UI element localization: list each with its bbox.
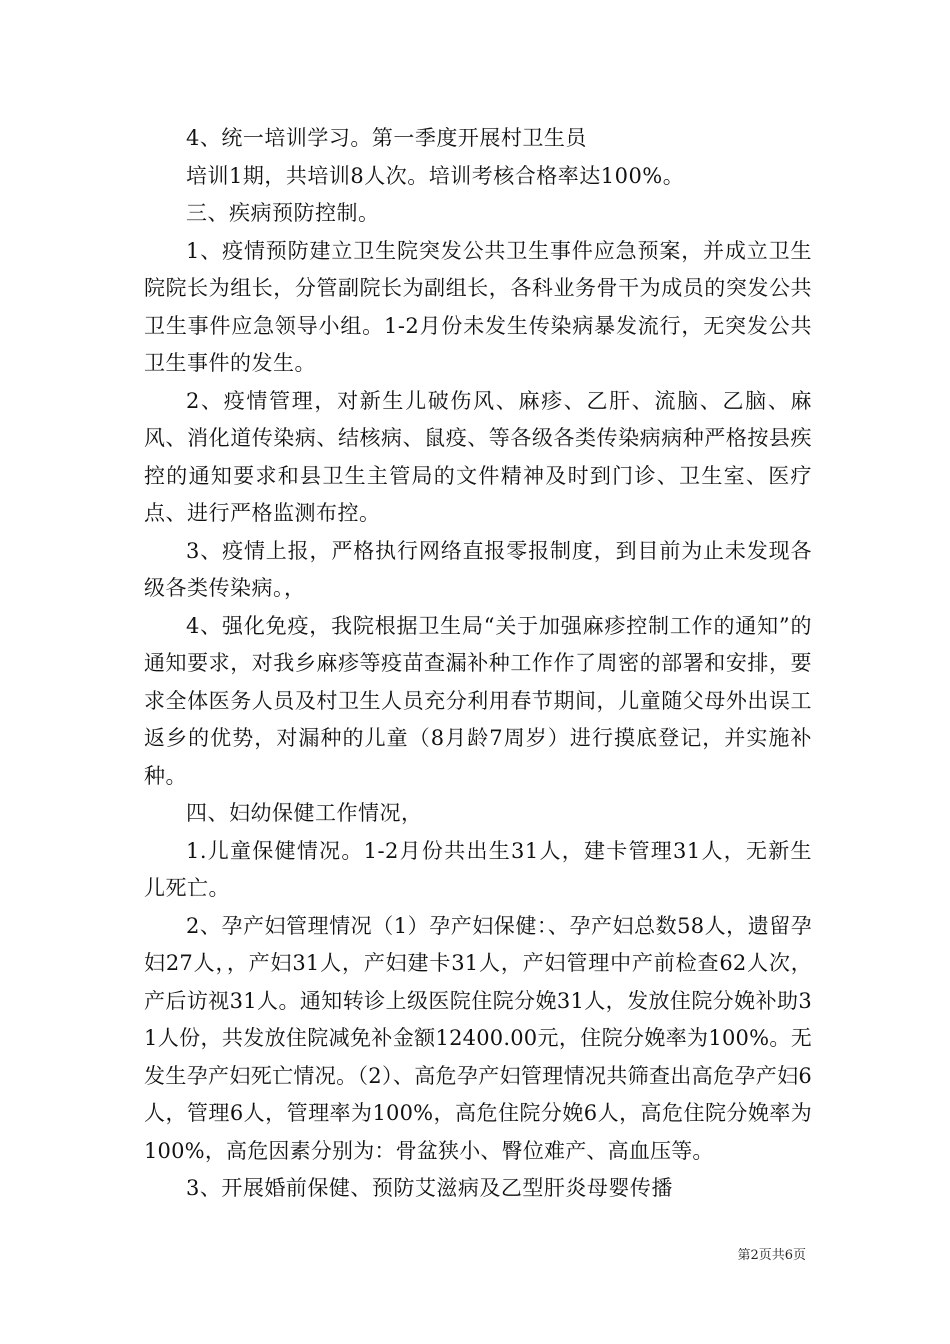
paragraph-epidemic-reporting: 3、疫情上报，严格执行网络直报零报制度，到目前为止未发现各级各类传染病。， (144, 538, 812, 600)
paragraph-epidemic-prevention: 1、疫情预防建立卫生院突发公共卫生事件应急预案，并成立卫生院院长为组长，分管副院长为副组长，各科业务骨干为成员的突发公共卫生事件应急领导小组。1-2月份未发生传染病暴发流行，无突发公共卫生事件的发生。 (144, 238, 812, 375)
section-heading-maternal-child-health: 四、妇幼保健工作情况， (186, 801, 423, 825)
paragraph-maternal-management: 2、孕产妇管理情况（1）孕产妇保健：、孕产妇总数58人，遗留孕妇27人，，产妇31人，产妇建卡31人，产妇管理中产前检查62人次，产后访视31人。通知转诊上级医院住院分娩31人，发放住院分娩补助31人份，共发放住院减免补金额12400.00元，住院分娩率为100%。无发生孕产妇死亡情况。（2）、高危孕产妇管理情况共筛查出高危孕产妇6人，管理6人，管理率为100%，高危住院分娩6人，高危住院分娩率为100%，高危因素分别为：骨盆狭小、臀位难产、高血压等。 (144, 913, 812, 1163)
paragraph-premarital-care: 3、开展婚前保健、预防艾滋病及乙型肝炎母婴传播 (186, 1176, 673, 1200)
paragraph-epidemic-management: 2、疫情管理，对新生儿破伤风、麻疹、乙肝、流脑、乙脑、麻风、消化道传染病、结核病、鼠疫、等各级各类传染病病种严格按县疾控的通知要求和县卫生主管局的文件精神及时到门诊、卫生室、医疗点、进行严格监测布控。 (144, 388, 812, 525)
paragraph-child-health: 1.儿童保健情况。1-2月份共出生31人，建卡管理31人，无新生儿死亡。 (144, 838, 812, 900)
paragraph-immunization: 4、强化免疫，我院根据卫生局“关于加强麻疹控制工作的通知”的通知要求，对我乡麻疹等疫苗查漏补种工作作了周密的部署和安排，要求全体医务人员及村卫生人员充分利用春节期间，儿童随父母外出误工返乡的优势，对漏种的儿童（8月龄7周岁）进行摸底登记，并实施补种。 (144, 613, 812, 788)
paragraph-training-result: 培训1期，共培训8人次。培训考核合格率达100%。 (186, 163, 685, 188)
document-body (144, 120, 812, 1208)
section-heading-disease-control: 三、疾病预防控制。 (186, 201, 380, 225)
paragraph-training: 4、统一培训学习。第一季度开展村卫生员 (186, 126, 587, 150)
page-number: 第2页共6页 (737, 1248, 806, 1263)
